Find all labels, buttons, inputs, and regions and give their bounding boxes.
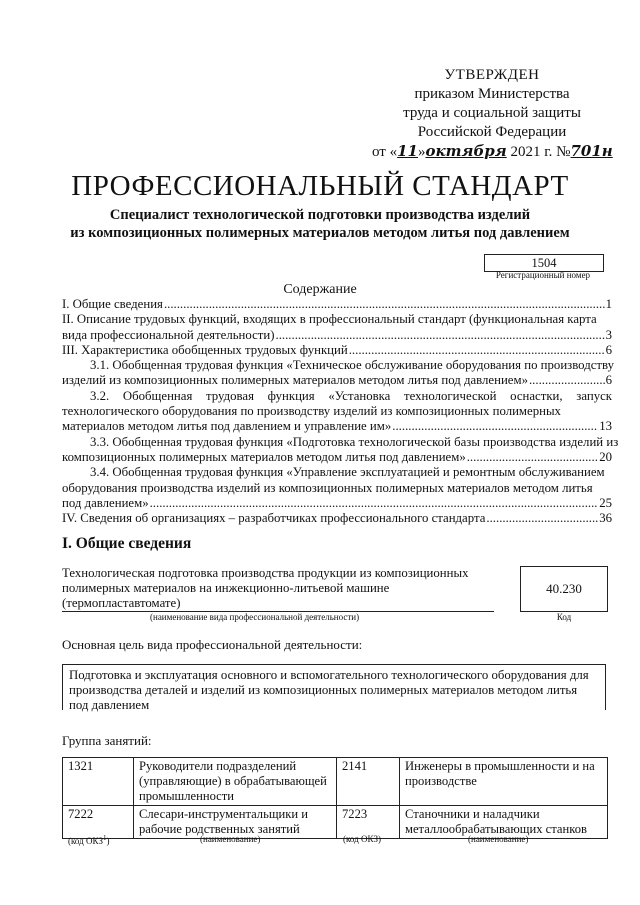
occupation-name: Слесари-инструментальщики и рабочие родственных занятий <box>134 806 337 839</box>
code-caption: Код <box>556 612 572 622</box>
caption-name: (наименование) <box>200 834 261 844</box>
toc-subitem[interactable]: 3.1. Обобщенная трудовая функция «Техническое обслуживание оборудования по производству <box>90 358 615 373</box>
order-year: 2021 г. № <box>506 144 571 160</box>
contents-title: Содержание <box>283 282 357 297</box>
approval-line-1: приказом Министерства <box>414 86 570 102</box>
goal-box: Подготовка и эксплуатация основного и вспомогательного технологического оборудования для производства деталей и изделий из композиционных полимерных материалов методом литья под давлением <box>62 664 606 710</box>
toc-item[interactable]: III. Характеристика обобщенных трудовых функций ..... 6 <box>62 343 612 358</box>
occupation-name: Станочники и наладчики металлообрабатывающих станков <box>400 806 608 839</box>
table-of-contents <box>62 297 619 526</box>
caption-okz-code-2: (код ОКЗ) <box>343 834 381 844</box>
registration-number: 1504 <box>484 254 604 272</box>
toc-subitem[interactable]: 3.4. Обобщенная трудовая функция «Управление эксплуатацией и ремонтным обслуживанием <box>90 465 605 480</box>
okz-code: 1321 <box>63 758 134 806</box>
toc-subitem[interactable]: материалов методом литья под давлением и управление им» ..... 13 <box>62 419 612 434</box>
toc-item[interactable]: II. Описание трудовых функций, входящих в профессиональный стандарт (функциональная карта <box>62 312 597 327</box>
order-line <box>372 142 612 162</box>
order-prefix: от « <box>372 144 398 160</box>
activity-name: Технологическая подготовка производства продукции из композиционных полимерных материалов на инжекционно-литьевой машине (термопластавтомате) <box>62 566 469 610</box>
toc-subitem[interactable]: 3.3. Обобщенная трудовая функция «Подготовка технологической базы производства изделий из <box>90 434 619 449</box>
approval-line-3: Российской Федерации <box>417 124 567 140</box>
page-subtitle <box>40 206 600 242</box>
page-title: ПРОФЕССИОНАЛЬНЫЙ СТАНДАРТ <box>71 170 569 202</box>
toc-item[interactable]: вида профессиональной деятельности) ..... 3 <box>62 328 612 343</box>
table-row <box>63 758 608 806</box>
activity-code: 40.230 <box>520 566 608 612</box>
order-day: 11 <box>397 142 418 160</box>
toc-subitem[interactable]: композиционных полимерных материалов методом литья под давлением» ..... 20 <box>62 450 612 465</box>
toc-item[interactable]: I. Общие сведения ..... 1 <box>62 297 612 312</box>
toc-subitem[interactable]: под давлением» ..... 25 <box>62 496 612 511</box>
subtitle-line-2: из композиционных полимерных материалов методом литья под давлением <box>70 225 570 241</box>
toc-item[interactable]: IV. Сведения об организациях – разработчиках профессионального стандарта ..... 36 <box>62 511 612 526</box>
okz-code: 7222 <box>63 806 134 839</box>
group-label: Группа занятий: <box>62 733 152 748</box>
order-number: 701н <box>570 142 613 160</box>
occupations-table <box>62 757 608 839</box>
order-mid: » <box>417 144 426 160</box>
caption-name-2: (наименование) <box>468 834 529 844</box>
okz-code: 2141 <box>337 758 400 806</box>
toc-subitem[interactable]: изделий из композиционных полимерных материалов методом литья под давлением» ..... 6 <box>62 373 612 388</box>
toc-subitem[interactable]: технологического оборудования по производству изделий из композиционных полимерных <box>62 404 561 419</box>
order-month: октября <box>425 142 507 160</box>
toc-subitem[interactable]: оборудования производства изделий из композиционных полимерных материалов методом литья <box>62 480 593 495</box>
toc-subitem[interactable]: 3.2. Обобщенная трудовая функция «Установка технологической оснастки, запуск <box>90 388 612 403</box>
occupation-name: Руководители подразделений (управляющие) в обрабатывающей промышленности <box>134 758 337 806</box>
section-title: I. Общие сведения <box>62 535 192 552</box>
activity-caption: (наименование вида профессиональной деятельности) <box>150 612 360 622</box>
goal-label: Основная цель вида профессиональной деятельности: <box>62 637 363 652</box>
approval-line-2: труда и социальной защиты <box>403 105 581 121</box>
caption-okz-code: (код ОКЗ$^1$) <box>68 834 110 846</box>
okz-code: 7223 <box>337 806 400 839</box>
registration-label: Регистрационный номер <box>495 270 591 280</box>
occupation-name: Инженеры в промышленности и на производстве <box>400 758 608 806</box>
approval-heading: УТВЕРЖДЕН <box>444 67 540 83</box>
subtitle-line-1: Специалист технологической подготовки производства изделий <box>109 207 531 223</box>
approval-block <box>372 66 612 162</box>
